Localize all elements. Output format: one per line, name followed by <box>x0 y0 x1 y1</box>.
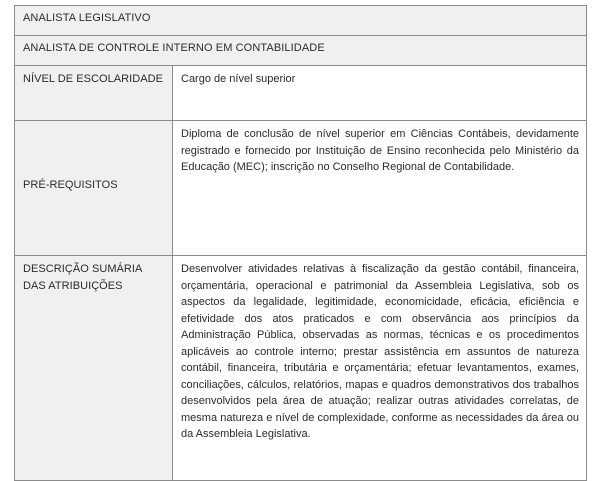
job-description-table <box>14 5 587 481</box>
table-row-position-subtitle <box>15 36 587 66</box>
position-title-cell: ANALISTA LEGISLATIVO <box>15 6 587 36</box>
table-row-prerequisites <box>15 121 587 256</box>
education-level-value <box>173 66 587 121</box>
table-row-summary-description <box>15 256 587 481</box>
position-specialty-cell: ANALISTA DE CONTROLE INTERNO EM CONTABILIDADE <box>15 36 587 66</box>
prerequisites-text: Diploma de conclusão de nível superior em Ciências Contábeis, devidamente registrado e fornecido por Instituição de Ensino reconhecida pelo Ministério da Educação (MEC); inscrição no Conselho Regional de Contabilidade. <box>181 128 579 173</box>
education-level-text: Cargo de nível superior <box>181 73 296 85</box>
prerequisites-label: PRÉ-REQUISITOS <box>15 121 173 256</box>
prerequisites-value <box>173 121 587 256</box>
table-row-position-title <box>15 6 587 36</box>
summary-description-text: Desenvolver atividades relativas à fiscalização da gestão contábil, financeira, orçamentária, operacional e patrimonial da Assembleia Legislativa, sob os aspectos da legalidade, legitimidade, economicidade, eficácia, eficiência e efetividade dos atos praticados e com observância aos princípios da Administração Pública, observadas as normas, técnicas e os procedimentos aplicáveis ao controle interno; prestar assistência em assuntos de natureza contábil, financeira, tributária e orçamentária; efetuar levantamentos, exames, conciliações, cálculos, relatórios, mapas e quadros demonstrativos dos trabalhos desenvolvidos pela área de atuação; realizar outras atividades correlatas, de mesma natureza e nível de complexidade, conforme as necessidades da área ou da Assembleia Legislativa. <box>181 263 579 440</box>
summary-description-value <box>173 256 587 481</box>
education-level-label: NÍVEL DE ESCOLARIDADE <box>15 66 173 121</box>
summary-description-label: DESCRIÇÃO SUMÁRIA DAS ATRIBUIÇÕES <box>15 256 173 481</box>
table-row-education-level <box>15 66 587 121</box>
